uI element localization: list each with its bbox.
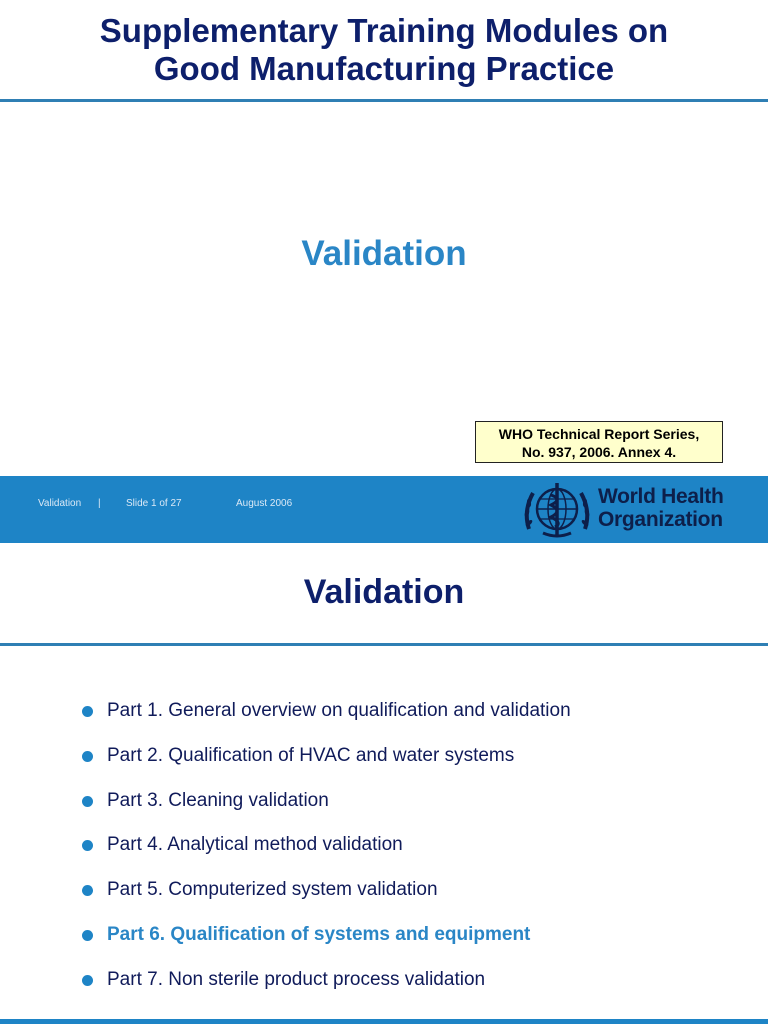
footer-topic: Validation: [38, 498, 82, 509]
title-line-2: Good Manufacturing Practice: [153, 50, 615, 87]
heading-divider: [0, 643, 768, 646]
list-item-label: Part 1. General overview on qualification and validation: [107, 700, 571, 721]
slide-2: [0, 543, 768, 1024]
list-item-label: Part 4. Analytical method validation: [107, 834, 403, 856]
footer-separator: |: [98, 498, 101, 509]
slide-1-heading: Validation: [301, 234, 467, 273]
reference-box: [475, 421, 723, 463]
slide-1-title: [0, 12, 768, 88]
list-item-label: Part 7. Non sterile product process validation: [107, 968, 486, 990]
list-item-label: Part 3. Cleaning validation: [107, 789, 329, 811]
org-line-1: World Health: [598, 485, 724, 508]
bullet-icon: [82, 796, 93, 807]
list-item-active: [80, 924, 740, 969]
bullet-icon: [82, 840, 93, 851]
reference-line-1: WHO Technical Report Series,: [498, 426, 700, 442]
bottom-bar: [0, 1019, 768, 1024]
list-item-label: Part 6. Qualification of systems and equipment: [107, 923, 531, 945]
list-item-label: Part 2. Qualification of HVAC and water systems: [107, 744, 515, 766]
footer-bar: [0, 476, 768, 543]
who-emblem-icon: [521, 479, 593, 541]
list-item: [80, 969, 740, 1014]
footer-date: August 2006: [236, 498, 293, 509]
bullet-icon: [82, 885, 93, 896]
bullet-icon: [82, 751, 93, 762]
title-line-1: Supplementary Training Modules on: [99, 12, 669, 49]
list-item-label: Part 5. Computerized system validation: [107, 879, 438, 901]
slide-2-heading: Validation: [303, 573, 465, 611]
reference-line-2: No. 937, 2006. Annex 4.: [521, 444, 677, 460]
list-item: [80, 834, 740, 879]
list-item: [80, 790, 740, 835]
bullet-icon: [82, 975, 93, 986]
list-item: [80, 700, 740, 745]
list-item: [80, 745, 740, 790]
list-item: [80, 879, 740, 924]
title-divider: [0, 99, 768, 102]
who-wordmark: [598, 485, 724, 531]
bullet-icon: [82, 706, 93, 717]
parts-list: [80, 700, 740, 1014]
bullet-icon: [82, 930, 93, 941]
footer-slide-number: Slide 1 of 27: [126, 498, 182, 509]
org-line-2: Organization: [598, 508, 723, 531]
